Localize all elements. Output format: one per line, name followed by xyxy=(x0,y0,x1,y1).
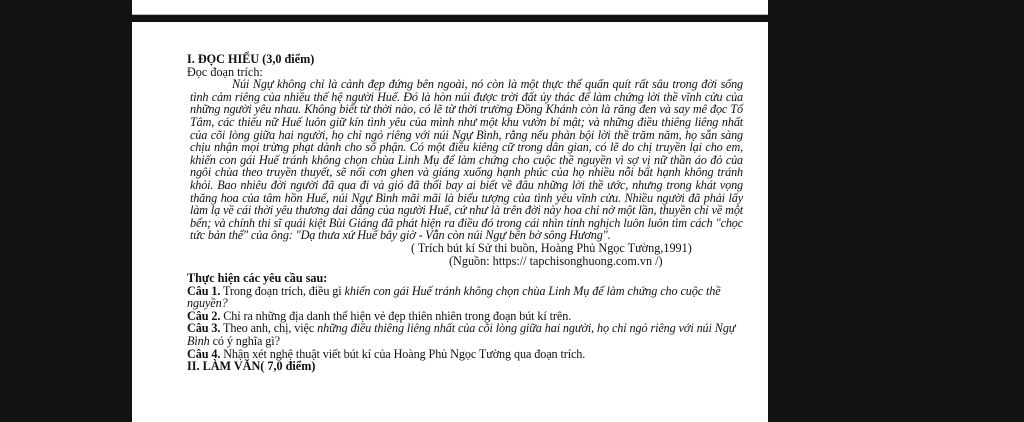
question-1 xyxy=(187,285,743,310)
excerpt-label: Đọc đoạn trích: xyxy=(187,64,263,79)
question-1-label: Câu 1. xyxy=(187,283,221,298)
question-3-text-end: có ý nghĩa gì? xyxy=(209,334,280,349)
excerpt-passage: Núi Ngự không chỉ là cảnh đẹp đứng bên ngoài, nó còn là một thực thể quấn quít rất sâu trong đời sống tình cảm riêng của nhiều thế hệ người Huế. Đó là hòn núi được trời đất ủy thác để làm chứng lời thề vĩnh cửu của những người yêu nhau. Không biết từ thời nào, có lẽ từ thời trường Đồng Khánh còn là răng đen và say mê đọc Tố Tâm, các thiếu nữ Huế luôn giữ kín tình yêu của mình như một khu vườn bí mật; và những điều thiêng liêng nhất của cõi lòng giữa hai người, họ chỉ ngỏ riêng với núi Ngự Bình, rằng nếu phản bội lời thề trăm năm, họ sẵn sàng chịu nhận mọi trừng phạt dành cho số phận. Có một điều kiêng cữ trong dân gian, có lẽ do chị truyền lại cho em, khiến con gái Huế tránh không chọn chùa Linh Mụ để làm chứng cho cuộc thề nguyền vì sợ vị nữ thần áo đỏ của ngôi chùa theo truyền thuyết, sẽ nổi cơn ghen và giáng xuống hạnh phúc của họ nhiều nỗi bất hạnh không tránh khỏi. Bao nhiêu đời người đã qua đi và gió đã thổi bay ai biết về đâu những lời thề ước, nhưng trong khát vọng thăng hoa của tâm hồn Huế, núi Ngự Bình mãi mãi là biểu tượng của tình yêu vĩnh cửu. Nhiều người đã phải lấy làm lạ về cái thời yêu thương dai dẳng của người Huế, cứ như là trên đời này hoa chỉ nở một lần, thuyền chỉ về một bến; và chính thi sĩ quái kiệt Bùi Giáng đã phát hiện ra điều đó trong cái nhìn tinh nghịch luôn luôn tìm cách "chọc tức bản thể" của ông: "Dạ thưa xứ Huế bây giờ - Vẫn còn núi Ngự bên bờ sông Hương". xyxy=(190,77,743,243)
section-2-title: II. LÀM VĂN( 7,0 điểm) xyxy=(187,359,316,374)
question-1-quote: khiến con gái Huế tránh không chọn chùa Linh Mụ để làm chứng cho cuộc thề nguyền? xyxy=(187,283,721,311)
question-2-text: Chỉ ra những địa danh thể hiện vẻ đẹp thiên nhiên trong đoạn bút kí trên. xyxy=(220,308,572,323)
question-1-text: Trong đoạn trích, điều gì xyxy=(220,283,345,298)
document-page xyxy=(132,22,768,422)
question-4-text: Nhận xét nghệ thuật viết bút kí của Hoàng Phủ Ngọc Tường qua đoạn trích. xyxy=(220,346,586,361)
section-1-title: I. ĐỌC HIỂU (3,0 điểm) xyxy=(187,52,315,66)
previous-page-edge xyxy=(132,0,768,15)
excerpt-source: (Nguồn: https:// tapchisonghuong.com.vn /) xyxy=(449,253,663,268)
question-2-label: Câu 2. xyxy=(187,308,221,323)
document-content xyxy=(187,53,743,373)
tasks-title: Thực hiện các yêu cầu sau: xyxy=(187,271,328,286)
question-3-quote: những điều thiêng liêng nhất của cõi lòng giữa hai người, họ chỉ ngỏ riêng với núi Ngự Bình xyxy=(187,321,736,349)
question-3 xyxy=(187,322,743,347)
excerpt-citation: ( Trích bút kí Sử thi buồn, Hoàng Phủ Ngọc Tường,1991) xyxy=(411,240,692,255)
question-4-label: Câu 4. xyxy=(187,346,221,361)
question-3-text: Theo anh, chị, việc xyxy=(220,321,318,336)
question-3-label: Câu 3. xyxy=(187,321,221,336)
